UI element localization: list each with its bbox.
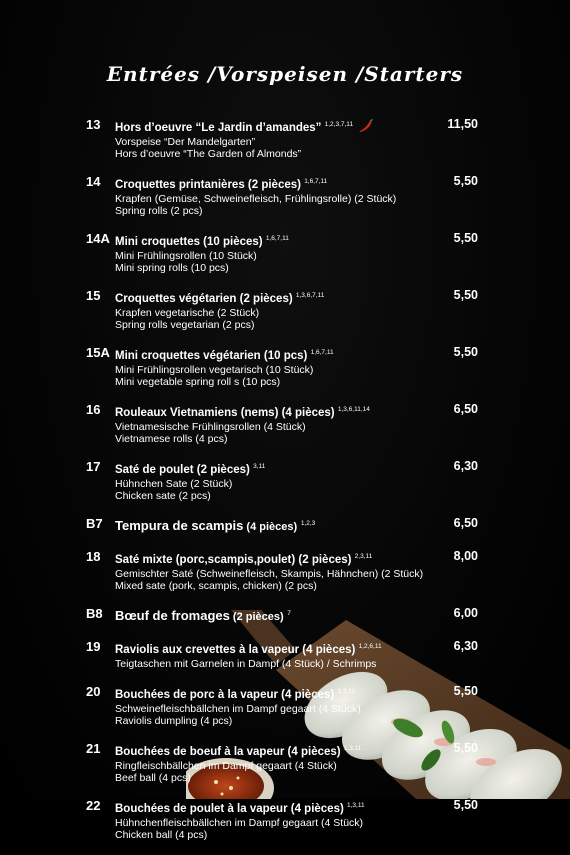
menu-item-18 <box>86 549 486 592</box>
item-description: Schweinefleischbällchen im Dampf gegaart (4 Stück) <box>115 703 361 715</box>
item-number: 22 <box>86 798 101 813</box>
item-number: 17 <box>86 459 101 474</box>
menu-item-17 <box>86 459 486 502</box>
item-number: 14A <box>86 231 110 246</box>
item-name-text: Rouleaux Vietnamiens (nems) (4 pièces) <box>115 407 335 419</box>
allergen-codes: 1,3,11 <box>337 688 356 695</box>
item-name <box>115 117 486 136</box>
allergen-codes: 1,2,3 <box>300 520 316 527</box>
menu-item-13 <box>86 117 486 160</box>
item-description: Mixed sate (pork, scampis, chicken) (2 pcs) <box>115 580 317 592</box>
item-description: Hühnchenfleischbällchen im Dampf gegaart (4 Stück) <box>115 817 364 829</box>
item-description: Vorspeise “Der Mandelgarten” <box>115 136 256 148</box>
item-description: Vietnamese rolls (4 pcs) <box>115 433 228 445</box>
item-name <box>115 459 486 478</box>
item-price: 11,50 <box>447 117 478 131</box>
item-body <box>115 516 486 535</box>
item-number: 13 <box>86 117 101 132</box>
menu-item-14 <box>86 174 486 217</box>
allergen-codes: 1,2,3,7,11 <box>324 121 354 128</box>
item-name-text: Bouchées de porc à la vapeur (4 pièces) <box>115 689 335 701</box>
item-quantity: (4 pièces) <box>243 521 298 533</box>
item-description: Mini Frühlingsrollen vegetarisch (10 Stück) <box>115 364 314 376</box>
item-description: Hühnchen Sate (2 Stück) <box>115 478 233 490</box>
item-number: B8 <box>86 606 103 621</box>
item-number: 15 <box>86 288 101 303</box>
item-name-text: Bouchées de boeuf à la vapeur (4 pièces) <box>115 746 341 758</box>
item-name <box>115 402 486 421</box>
allergen-codes: 1,6,7,11 <box>304 178 328 185</box>
item-number: 20 <box>86 684 101 699</box>
item-description: Mini Frühlingsrollen (10 Stück) <box>115 250 257 262</box>
item-description: Teigtaschen mit Garnelen in Dampf (4 Stück) / Schrimps <box>115 658 377 670</box>
item-body <box>115 639 486 670</box>
page-title: Entrées /Vorspeisen /Starters <box>106 62 464 86</box>
item-price: 5,50 <box>453 174 478 188</box>
item-quantity: (2 pièces) <box>229 611 284 623</box>
item-description: Spring rolls (2 pcs) <box>115 205 203 217</box>
item-description: Mini vegetable spring roll s (10 pcs) <box>115 376 281 388</box>
item-price: 5,50 <box>453 345 478 359</box>
item-number: 19 <box>86 639 101 654</box>
allergen-codes: 1,3,11 <box>347 802 365 809</box>
item-number: 15A <box>86 345 110 360</box>
item-name <box>115 549 486 568</box>
item-body <box>115 606 486 625</box>
item-price: 8,00 <box>453 549 478 563</box>
item-name-text: Croquettes printanières (2 pièces) <box>115 179 301 191</box>
item-description: Chicken sate (2 pcs) <box>115 490 211 502</box>
item-name <box>115 174 486 193</box>
menu-item-b8 <box>86 606 486 625</box>
item-price: 6,50 <box>453 516 478 530</box>
item-name-text: Saté mixte (porc,scampis,poulet) (2 pièces) <box>115 554 352 566</box>
allergen-codes: 1,6,7,11 <box>265 235 289 242</box>
item-name-text: Croquettes végétarien (2 pièces) <box>115 293 293 305</box>
item-description: Vietnamesische Frühlingsrollen (4 Stück) <box>115 421 306 433</box>
allergen-codes: 1,3,11 <box>343 745 362 752</box>
menu-item-b7 <box>86 516 486 535</box>
item-name <box>115 231 486 250</box>
item-description: Krapfen vegetarische (2 Stück) <box>115 307 260 319</box>
item-body <box>115 459 486 502</box>
item-description: Hors d’oeuvre “The Garden of Almonds” <box>115 148 302 160</box>
allergen-codes: 1,6,7,11 <box>310 349 334 356</box>
allergen-codes: 1,3,6,7,11 <box>295 292 325 299</box>
menu-item-21 <box>86 741 486 784</box>
item-description: Ringfleischbällchen im Dampf gegaart (4 Stück) <box>115 760 337 772</box>
item-name-text: Saté de poulet (2 pièces) <box>115 464 250 476</box>
item-body <box>115 549 486 592</box>
allergen-codes: 2,3,11 <box>354 553 373 560</box>
chili-pepper-icon <box>357 119 373 133</box>
item-name-text: Raviolis aux crevettes à la vapeur (4 pièces) <box>115 644 356 656</box>
item-body <box>115 345 486 388</box>
item-number: 14 <box>86 174 101 189</box>
item-name <box>115 798 486 817</box>
item-name <box>115 606 486 625</box>
allergen-codes: 1,3,6,11,14 <box>337 406 370 413</box>
item-number: 16 <box>86 402 101 417</box>
item-description: Krapfen (Gemüse, Schweinefleisch, Frühlingsrolle) (2 Stück) <box>115 193 397 205</box>
item-body <box>115 117 486 160</box>
item-description: Raviolis dumpling (4 pcs) <box>115 715 233 727</box>
item-name-text: Mini croquettes (10 pièces) <box>115 236 263 248</box>
menu-item-15 <box>86 288 486 331</box>
item-price: 5,50 <box>453 288 478 302</box>
item-name-text: Hors d’oeuvre “Le Jardin d’amandes” <box>115 122 322 134</box>
item-price: 5,50 <box>453 231 478 245</box>
item-description: Spring rolls vegetarian (2 pcs) <box>115 319 255 331</box>
item-name <box>115 345 486 364</box>
item-description: Chicken ball (4 pcs) <box>115 829 208 841</box>
menu-item-15a <box>86 345 486 388</box>
item-body <box>115 684 486 727</box>
item-price: 5,50 <box>453 741 478 755</box>
item-price: 6,00 <box>453 606 478 620</box>
item-name <box>115 684 486 703</box>
menu-item-14a <box>86 231 486 274</box>
item-name-text: Bœuf de fromages <box>115 608 230 623</box>
allergen-codes: 1,2,6,11 <box>358 643 382 650</box>
item-name-text: Bouchées de poulet à la vapeur (4 pièces) <box>115 803 344 815</box>
item-price: 5,50 <box>453 798 478 812</box>
item-description: Mini spring rolls (10 pcs) <box>115 262 229 274</box>
item-name <box>115 741 486 760</box>
allergen-codes: 7 <box>287 610 291 617</box>
item-body <box>115 231 486 274</box>
menu-list <box>86 117 486 855</box>
item-name-text: Mini croquettes végétarien (10 pcs) <box>115 350 308 362</box>
item-number: 18 <box>86 549 101 564</box>
item-number: B7 <box>86 516 103 531</box>
menu-item-20 <box>86 684 486 727</box>
item-name <box>115 288 486 307</box>
item-name <box>115 639 486 658</box>
item-body <box>115 402 486 445</box>
menu-item-22 <box>86 798 486 841</box>
item-price: 5,50 <box>453 684 478 698</box>
allergen-codes: 3,11 <box>253 463 266 470</box>
item-price: 6,50 <box>453 402 478 416</box>
item-body <box>115 288 486 331</box>
item-name <box>115 516 486 535</box>
item-description: Gemischter Saté (Schweinefleisch, Skampis, Hähnchen) (2 Stück) <box>115 568 424 580</box>
menu-item-19 <box>86 639 486 670</box>
item-name-text: Tempura de scampis <box>115 518 244 533</box>
item-description: Beef ball (4 pcs) <box>115 772 191 784</box>
item-body <box>115 174 486 217</box>
item-number: 21 <box>86 741 101 756</box>
menu-item-16 <box>86 402 486 445</box>
item-price: 6,30 <box>453 639 478 653</box>
item-body <box>115 798 486 841</box>
item-price: 6,30 <box>453 459 478 473</box>
item-body <box>115 741 486 784</box>
